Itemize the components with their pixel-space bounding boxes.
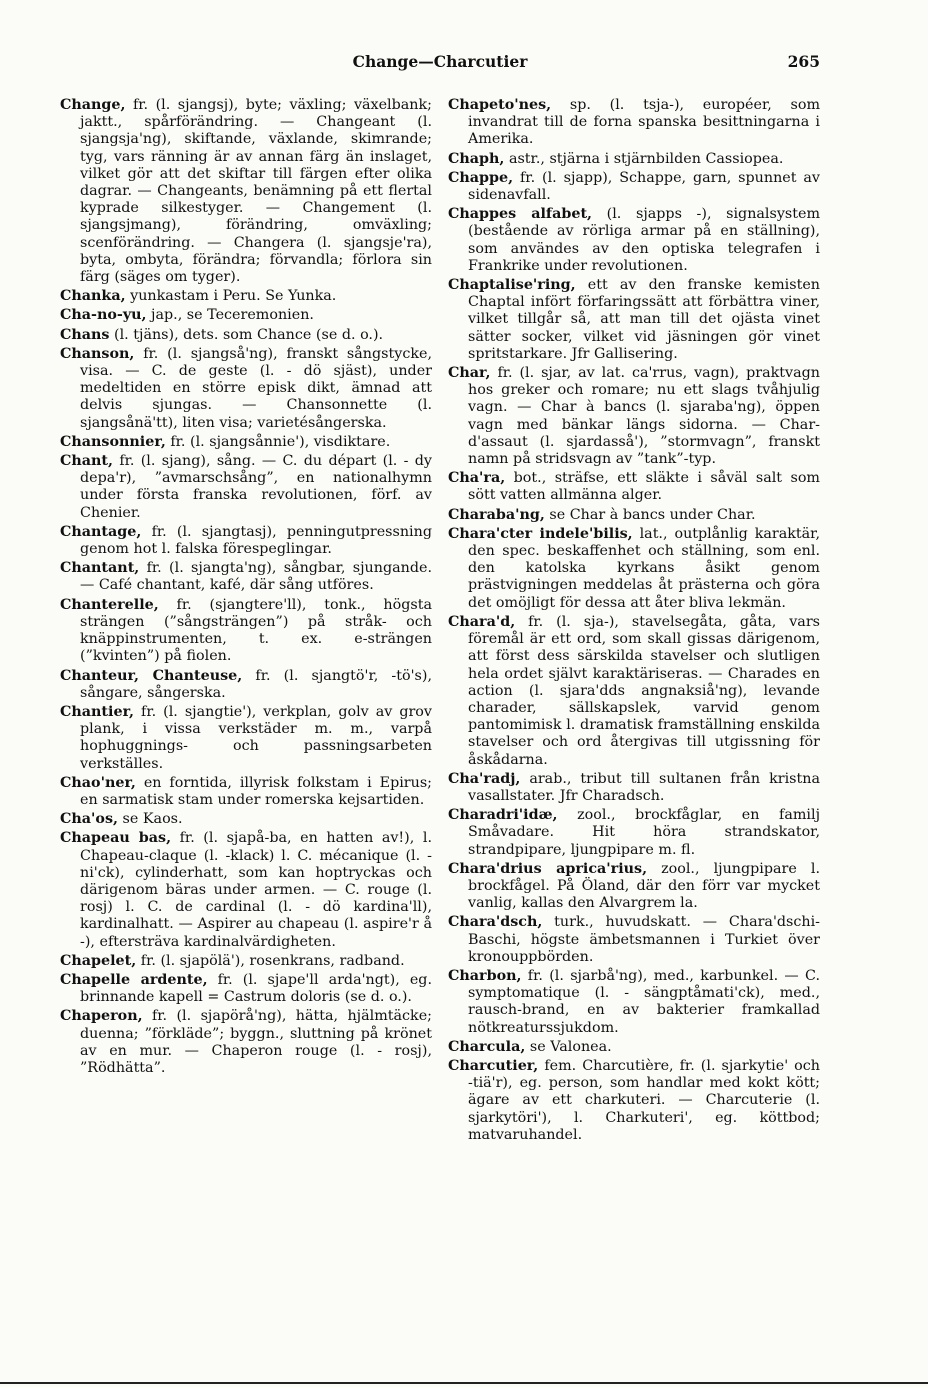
entry-definition: fr. (l. sjangtö'r, -tö's), sångare, sångerska. [80, 667, 433, 701]
entry-headword: Chappes alfabet, [448, 206, 593, 223]
dictionary-entry [448, 614, 820, 769]
entry-definition: jap., se Teceremonien. [146, 307, 314, 324]
entry-headword: Chansonnier, [60, 433, 166, 450]
dictionary-entry [448, 807, 820, 859]
entry-headword: Chanterelle, [60, 596, 159, 613]
dictionary-entry [448, 526, 820, 612]
dictionary-entry [448, 97, 820, 149]
entry-headword: Chapeto'nes, [448, 97, 552, 113]
entry-headword: Cha'ra, [448, 470, 506, 487]
entry-headword: Char, [448, 365, 491, 382]
dictionary-entry [448, 771, 820, 805]
entry-headword: Chans [60, 326, 110, 343]
dictionary-entry [60, 972, 432, 1006]
entry-definition: turk., huvudskatt. — Chara'dschi-Baschi, högste ämbetsmannen i Turkiet över kronouppbörden. [468, 914, 820, 965]
entry-headword: Chaperon, [60, 1008, 143, 1025]
entry-headword: Change, [60, 97, 126, 113]
entry-definition: bot., sträfse, ett släkte i såväl salt som sött vatten allmänna alger. [468, 470, 820, 504]
entry-definition: fr. (l. sjangtasj), penningutpressning genom hot l. falska förespeglingar. [80, 523, 432, 558]
entry-definition: fr. (sjangtere'll), tonk., högsta strängen (”sångsträngen”) på stråk- och knäppinstrumenten, t. ex. e-strängen (”kvinten”) på fiolen. [80, 596, 432, 665]
dictionary-entry [60, 97, 432, 286]
entry-headword: Charaba'ng, [448, 506, 545, 523]
dictionary-entry [448, 170, 820, 204]
dictionary-entry [60, 811, 432, 828]
entry-headword: Chantage, [60, 523, 142, 540]
entry-headword: Chara'cter indele'bilis, [448, 525, 633, 542]
entry-headword: Chaptalise'ring, [448, 277, 576, 294]
entry-definition: fr. (l. sjape'll arda'ngt), eg. brinnande kapell = Castrum doloris (se d. o.). [80, 971, 432, 1006]
entry-headword: Chant, [60, 453, 114, 470]
entry-definition: astr., stjärna i stjärnbilden Cassiopea. [504, 150, 784, 167]
entry-headword: Chao'ner, [60, 774, 136, 791]
dictionary-entry [448, 206, 820, 275]
entry-headword: Chapelle ardente, [60, 971, 208, 988]
dictionary-entry [60, 434, 432, 451]
entry-definition: zool., ljungpipare l. brockfågel. På Öland, där den förr var mycket vanlig, kallas den Alvargrem la. [468, 860, 821, 912]
dictionary-entry [60, 830, 432, 950]
page-number: 265 [787, 52, 820, 71]
dictionary-entry [60, 453, 432, 522]
dictionary-entry [448, 365, 820, 468]
entry-headword: Charcutier, [448, 1057, 539, 1074]
entry-headword: Charbon, [448, 967, 522, 984]
entry-headword: Cha'radj, [448, 770, 521, 787]
page-header [60, 52, 820, 74]
dictionary-entry [448, 861, 820, 913]
entry-headword: Cha'os, [60, 811, 118, 828]
entry-definition: fr. (l. sjapå-ba, en hatten av!), l. Chapeau-claque (l. -klack) l. C. mécanique (l. -ni'ck), cylinderhatt, som kan hoptryckas och därigenom bäras under armen. — C. rouge (l. rosj) l. C. de cardinal (l. - dö kardina'll), kardinalhatt. — Aspirer au chapeau (l. aspire'r å -), eftersträva kardinalvärdigheten. [80, 830, 432, 950]
entry-headword: Chara'drius aprica'rius, [448, 860, 648, 877]
dictionary-entry [60, 288, 432, 305]
entry-definition: fr. (l. sjang), sång. — C. du départ (l. - dy depa'r), ”avmarschsång”, en nationalhymn under första franska revolutionen, förf. av Chenier. [80, 453, 432, 521]
entry-definition: se Char à bancs under Char. [544, 506, 756, 523]
left-column [60, 97, 432, 1079]
entry-definition: fr. (l. sjangså'ng), franskt sångstycke, visa. — C. de geste (l. - dö sjäst), under medeltiden en större episk dikt, ämnad att delvis sjungas. — Chansonnette (l. sjangsånä'tt), liten visa; varietésångerska. [80, 345, 432, 431]
dictionary-entry [448, 968, 820, 1037]
entry-headword: Chaph, [448, 150, 505, 167]
entry-definition: fr. (l. sjar, av lat. ca'rrus, vagn), praktvagn hos greker och romare; nu ett slags tvåhjulig vagn. — Char à bancs (l. sjaraba'ng), öppen vagn med bänkar längs sidorna. — Char-d'assaut (l. sjardasså'), ”stormvagn”, franskt namn på stridsvagn av ”tank”-typ. [468, 365, 820, 468]
dictionary-entry [448, 1058, 820, 1144]
dictionary-entry [448, 470, 820, 504]
entry-headword: Chara'dsch, [448, 914, 543, 931]
entry-headword: Chantant, [60, 560, 140, 577]
entry-definition: se Valonea. [525, 1038, 612, 1055]
dictionary-entry [60, 327, 432, 344]
entry-headword: Chappe, [448, 169, 514, 186]
dictionary-entry [60, 668, 432, 702]
entry-headword: Chanteur, Chanteuse, [60, 667, 243, 684]
entry-definition: fr. (l. sjarbå'ng), med., karbunkel. — C. symptomatique (l. - sängptåmati'ck), med., rausch-brand, en av bakterier framkallad nötkreaturssjukdom. [468, 967, 820, 1036]
right-column [448, 97, 820, 1146]
entry-headword: Chanson, [60, 345, 135, 362]
entry-definition: yunkastam i Peru. Se Yunka. [125, 288, 337, 305]
dictionary-entry [448, 277, 820, 363]
dictionary-entry [448, 151, 820, 168]
dictionary-entry [60, 524, 432, 558]
entry-definition: se Kaos. [117, 811, 183, 828]
dictionary-entry [60, 1008, 432, 1077]
entry-definition: arab., tribut till sultanen från kristna vasallstater. Jfr Charadsch. [468, 770, 820, 804]
entry-definition: fr. (l. sjangtie'), verkplan, golv av grov plank, i vissa verkstäder m. m., varpå hophuggnings- och passningsarbeten verkställes. [80, 703, 432, 772]
dictionary-entry [60, 560, 432, 594]
dictionary-entry [448, 507, 820, 524]
entry-headword: Chapeau bas, [60, 830, 172, 847]
entry-headword: Chantier, [60, 703, 135, 720]
entry-headword: Charadri'idæ, [448, 807, 558, 824]
entry-definition: (l. tjäns), dets. som Chance (se d. o.). [109, 326, 384, 343]
entry-headword: Chanka, [60, 288, 126, 305]
entry-definition: fr. (l. sja-), stavelsegåta, gåta, vars föremål är ett ord, som skall gissas därigenom, att först dess särskilda stavelser och slutligen hela ordet självt karaktäriseras. — Charades en action (l. sjara'dds angnaksiå'ng), levande charader, sällskapslek, varvid genom pantomimisk l. dramatisk framställning enskilda stavelser och ord återgivas till utgissning för åskådarna. [468, 613, 820, 768]
entry-definition: zool., brockfåglar, en familj Småvadare. Hit höra strandskator, strandpipare, ljungpipare m. fl. [468, 807, 820, 858]
entry-definition: lat., outplånlig karaktär, den spec. beskaffenhet och ställning, som enl. den katolska kyrkans åsikt genom prästvigningen meddelas åt prästerna och göra det omöjligt för dessa att åter bliva lekmän. [468, 525, 820, 611]
entry-headword: Chapelet, [60, 952, 137, 969]
entry-definition: fr. (l. sjapölä'), rosenkrans, radband. [136, 952, 405, 969]
dictionary-entry [60, 775, 432, 809]
running-title: Change—Charcutier [352, 52, 528, 71]
dictionary-entry [60, 346, 432, 432]
dictionary-entry [60, 597, 432, 666]
dictionary-entry [60, 953, 432, 970]
entry-definition: fr. (l. sjangsånnie'), visdiktare. [165, 433, 391, 450]
entry-definition: fr. (l. sjangsj), byte; växling; växelbank; jaktt., spårförändring. — Changeant (l. sjangsja'ng), skiftande, växlande, skimrande; tyg, vars ränning är av annan färg än inslaget, vilket gör att det skiftar till färgen efter olika dagrar. — Changeants, benämning på ett flertal kyprade silkestyger. — Changement (l. sjangsjmang), förändring, omväxling; scenförändring. — Changera (l. sjangsje'ra), byta, ombyta, förändra; förvandla; förlora sin färg (säges om tyger). [80, 97, 432, 286]
dictionary-entry [60, 704, 432, 773]
entry-definition: ett av den franske kemisten Chaptal infört förfaringssätt att förbättra viner, vilket tillgår så, att man till det ojästa vinet sätter socker, vilket vid jäsningen gör vinet spritstarkare. Jfr Gallisering. [468, 277, 820, 362]
entry-definition: (l. sjapps -), signalsystem (bestående av rörliga armar på en ställning), som användes av den optiska telegrafen i Frankrike under revolutionen. [468, 206, 821, 274]
entry-definition: fr. (l. sjapörå'ng), hätta, hjälmtäcke; duenna; ”förkläde”; byggn., sluttning på krönet av en mur. — Chaperon rouge (l. - rosj), ”Rödhätta”. [80, 1008, 432, 1076]
entry-definition: fr. (l. sjapp), Schappe, garn, spunnet av sidenavfall. [468, 169, 820, 204]
entry-definition: en forntida, illyrisk folkstam i Epirus; en sarmatisk stam under romerska kejsartiden. [80, 774, 432, 808]
entry-definition: fem. Charcutière, fr. (l. sjarkytie' och -tiä'r), eg. person, som handlar med kokt kött; ägare av ett charkuteri. — Charcuterie (l. sjarkytöri'), l. Charkuteri', eg. köttbod; matvaruhandel. [468, 1057, 820, 1143]
entry-headword: Chara'd, [448, 613, 516, 630]
dictionary-entry [448, 1039, 820, 1056]
entry-headword: Cha-no-yu, [60, 307, 147, 324]
bottom-rule [0, 1382, 928, 1384]
entry-definition: sp. (l. tsja-), européer, som invandrat till de forna spanska besittningarna i Amerika. [468, 97, 820, 148]
entry-definition: fr. (l. sjangta'ng), sångbar, sjungande. — Café chantant, kafé, där sång utföres. [80, 560, 432, 594]
dictionary-entry [60, 307, 432, 324]
entry-headword: Charcula, [448, 1038, 526, 1055]
dictionary-entry [448, 914, 820, 966]
